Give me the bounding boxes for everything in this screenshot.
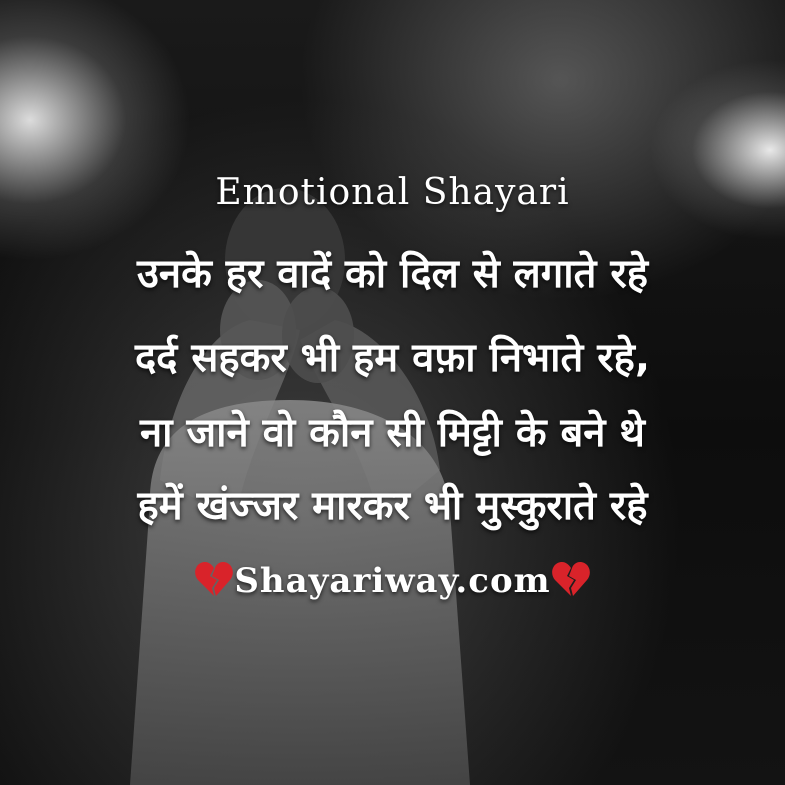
shayari-title: Emotional Shayari — [215, 172, 570, 213]
shayari-line-2: दर्द सहकर भी हम वफ़ा निभाते रहे, — [134, 335, 651, 381]
broken-heart-icon — [194, 560, 234, 598]
shayari-line-1: उनके हर वादें को दिल से लगाते रहे — [136, 251, 648, 297]
broken-heart-icon — [551, 560, 591, 598]
shayari-line-4: हमें खंज्जर मारकर भी मुस्कुराते रहे — [137, 483, 648, 529]
brand-watermark — [0, 560, 785, 601]
shayari-line-3: ना जाने वो कौन सी मिट्टी के बने थे — [139, 410, 645, 456]
brand-text: Shayariway.com — [234, 561, 551, 601]
